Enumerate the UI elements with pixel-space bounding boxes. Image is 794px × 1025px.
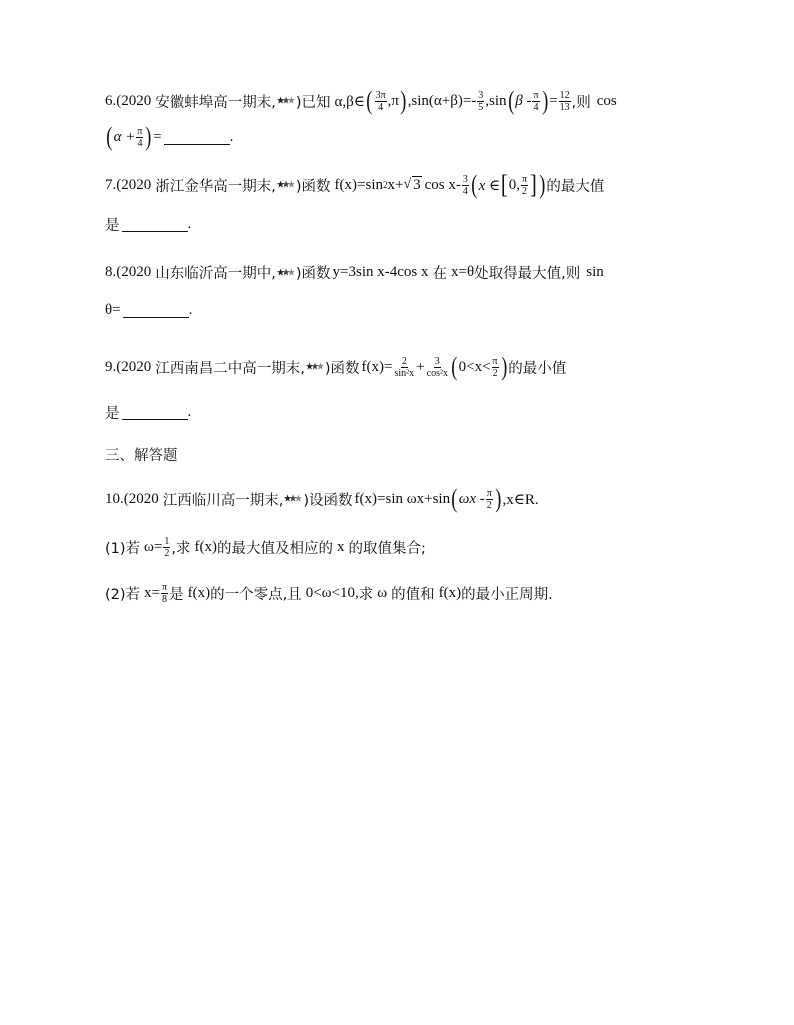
- fraction: $\frac{3}{\text{cos²x}}$: [426, 355, 448, 379]
- q10-intro: )设函数: [303, 492, 353, 509]
- paren-open: (: [451, 484, 458, 513]
- q10-p1-prefix: (1)若: [105, 541, 141, 557]
- q10-p2-range: 0<ω<10,: [305, 585, 359, 601]
- question-7-line-1: [105, 172, 604, 198]
- q7-tail: 的最大值: [546, 178, 605, 195]
- q8-at: 在: [432, 266, 447, 282]
- q7-zero: 0,: [508, 176, 520, 193]
- fraction: $\frac{1}{2}$: [164, 536, 170, 559]
- q6-end: .: [229, 128, 234, 145]
- q10-source: 江西临川高一期末,: [162, 492, 284, 509]
- paren-open: (: [471, 170, 478, 199]
- fraction: $\frac{\pi}{2}$: [486, 487, 492, 511]
- q6-source: 安徽蚌埠高一期末,: [155, 94, 276, 111]
- q9-source: 江西南昌二中高一期末,: [155, 360, 305, 377]
- answer-blank[interactable]: [122, 217, 188, 232]
- q9-func: f(x)=: [361, 358, 393, 375]
- q6-cos: cos: [596, 92, 617, 109]
- q6-sin-sum: ,sin(α+β)=-: [407, 92, 477, 109]
- q9-cond: 0<x<: [458, 358, 491, 375]
- q7-mid: x+: [387, 176, 404, 193]
- q10-p1-mid: ,求: [171, 541, 191, 557]
- question-9-line-2: [105, 402, 191, 423]
- question-6-line-1: [105, 88, 617, 114]
- paren-close: ): [539, 170, 546, 199]
- q10-p1-tail: 的取值集合;: [348, 541, 426, 557]
- q9-end: .: [187, 404, 192, 420]
- q7-sup: 2: [382, 180, 388, 190]
- q8-tail: 处取得最大值,则: [474, 266, 581, 282]
- q8-intro: )函数: [295, 266, 331, 282]
- q9-intro: )函数: [324, 360, 360, 377]
- q7-func: f(x)=sin: [334, 176, 383, 193]
- q9-line2-prefix: 是: [105, 406, 120, 422]
- question-6-line-2: [105, 124, 233, 150]
- paren-close: ): [400, 86, 407, 115]
- q10-p2-tail: 的最小正周期.: [461, 587, 553, 603]
- q10-p2-text2: 的一个零点,且: [210, 587, 302, 603]
- sqrt-icon: √: [403, 177, 412, 192]
- difficulty-stars-icon: [277, 267, 295, 277]
- paren-close: ): [500, 352, 507, 381]
- fraction: $\frac{\pi}{4}$: [533, 89, 539, 113]
- q8-theta: θ=: [105, 302, 121, 318]
- paren-open: (: [451, 352, 458, 381]
- paren-close: ): [541, 86, 548, 115]
- fraction: $\frac{3}{5}$: [478, 89, 484, 113]
- question-10-line-1: [105, 486, 539, 512]
- paren-open: (: [106, 122, 113, 151]
- fraction: $\frac{\pi}{2}$: [492, 355, 498, 379]
- difficulty-stars-icon: [277, 95, 295, 105]
- question-10-part-2: [105, 582, 553, 605]
- question-8-line-2: [105, 302, 192, 319]
- q6-then: ,则: [571, 94, 591, 111]
- q6-set-end: ,π: [387, 92, 399, 109]
- difficulty-stars-icon: [306, 361, 324, 371]
- fraction: $\frac{12}{13}$: [559, 89, 570, 113]
- q10-p1-fx: f(x): [194, 539, 217, 555]
- q6-sin-beta: ,sin: [485, 92, 507, 109]
- q6-number: 6.(2020: [105, 92, 152, 109]
- question-9-line-1: [105, 354, 566, 380]
- question-7-line-2: [105, 214, 191, 235]
- q10-p1-omega: ω=: [144, 539, 163, 555]
- q10-func: f(x)=sin ωx+sin: [354, 490, 451, 507]
- q8-end: .: [188, 302, 193, 318]
- paren-close: ): [145, 122, 152, 151]
- q7-source: 浙江金华高一期末,: [155, 178, 276, 195]
- q7-intro: )函数: [295, 178, 331, 195]
- q8-xeq: x=θ: [451, 264, 475, 280]
- q6-eq2: =: [153, 128, 162, 145]
- difficulty-stars-icon: [284, 493, 302, 503]
- q7-number: 7.(2020: [105, 176, 152, 193]
- q7-end: .: [187, 216, 192, 232]
- fraction: $\frac{\pi}{2}$: [522, 173, 528, 197]
- fraction: $\frac{\pi}{8}$: [162, 582, 168, 605]
- q10-p2-x: x=: [144, 585, 161, 601]
- q9-tail: 的最小值: [508, 360, 567, 377]
- paren-open: (: [507, 86, 514, 115]
- q8-func: y=3sin x-4cos x: [332, 264, 429, 280]
- section-title: 三、解答题: [105, 448, 178, 464]
- q10-p2-fx: f(x): [187, 585, 211, 601]
- q8-number: 8.(2020: [105, 264, 152, 280]
- q7-x-in: x ∈: [478, 177, 501, 194]
- q10-p2-fx2: f(x): [438, 585, 462, 601]
- paren-open: (: [366, 86, 373, 115]
- question-8-line-1: [105, 262, 604, 283]
- answer-blank[interactable]: [122, 405, 188, 420]
- difficulty-stars-icon: [277, 179, 295, 189]
- q10-p2-omega: ω: [377, 585, 388, 601]
- q6-eq: =: [549, 92, 558, 109]
- question-10-part-1: [105, 536, 426, 559]
- q8-source: 山东临沂高一期中,: [155, 266, 276, 282]
- q10-number: 10.(2020: [105, 490, 159, 507]
- q7-line2-prefix: 是: [105, 218, 120, 234]
- q6-alpha-expr: α +: [113, 128, 136, 145]
- paren-close: ): [495, 484, 502, 513]
- fraction: $\frac{2}{\text{sin²x}}$: [394, 355, 415, 379]
- answer-blank[interactable]: [123, 303, 189, 318]
- fraction: $\frac{3\pi}{4}$: [375, 89, 386, 113]
- q9-plus: +: [416, 358, 425, 375]
- q10-p2-prefix: (2)若: [105, 587, 141, 603]
- q7-cos: cos x-: [424, 176, 461, 193]
- q7-sqrt3: 3: [413, 177, 421, 193]
- q10-p2-text1: 是: [169, 587, 184, 603]
- q10-tail: ,x∈R.: [502, 491, 539, 508]
- q9-number: 9.(2020: [105, 358, 152, 375]
- q10-p2-text4: 的值和: [391, 587, 435, 603]
- q10-inner: ωx -: [458, 490, 485, 507]
- fraction: $\frac{\pi}{4}$: [137, 125, 143, 149]
- q10-p2-text3: 求: [358, 587, 374, 603]
- q10-p1-text: 的最大值及相应的: [217, 541, 333, 557]
- bracket-close: ]: [529, 170, 537, 199]
- q6-intro: )已知: [295, 94, 331, 111]
- bracket-open: [: [500, 170, 508, 199]
- q8-sin: sin: [586, 264, 604, 280]
- answer-blank[interactable]: [164, 130, 230, 145]
- q10-p1-x: x: [337, 539, 345, 555]
- fraction: $\frac{3}{4}$: [462, 173, 468, 197]
- q6-set: α,β∈: [334, 93, 365, 110]
- q6-beta-expr: β -: [515, 92, 532, 109]
